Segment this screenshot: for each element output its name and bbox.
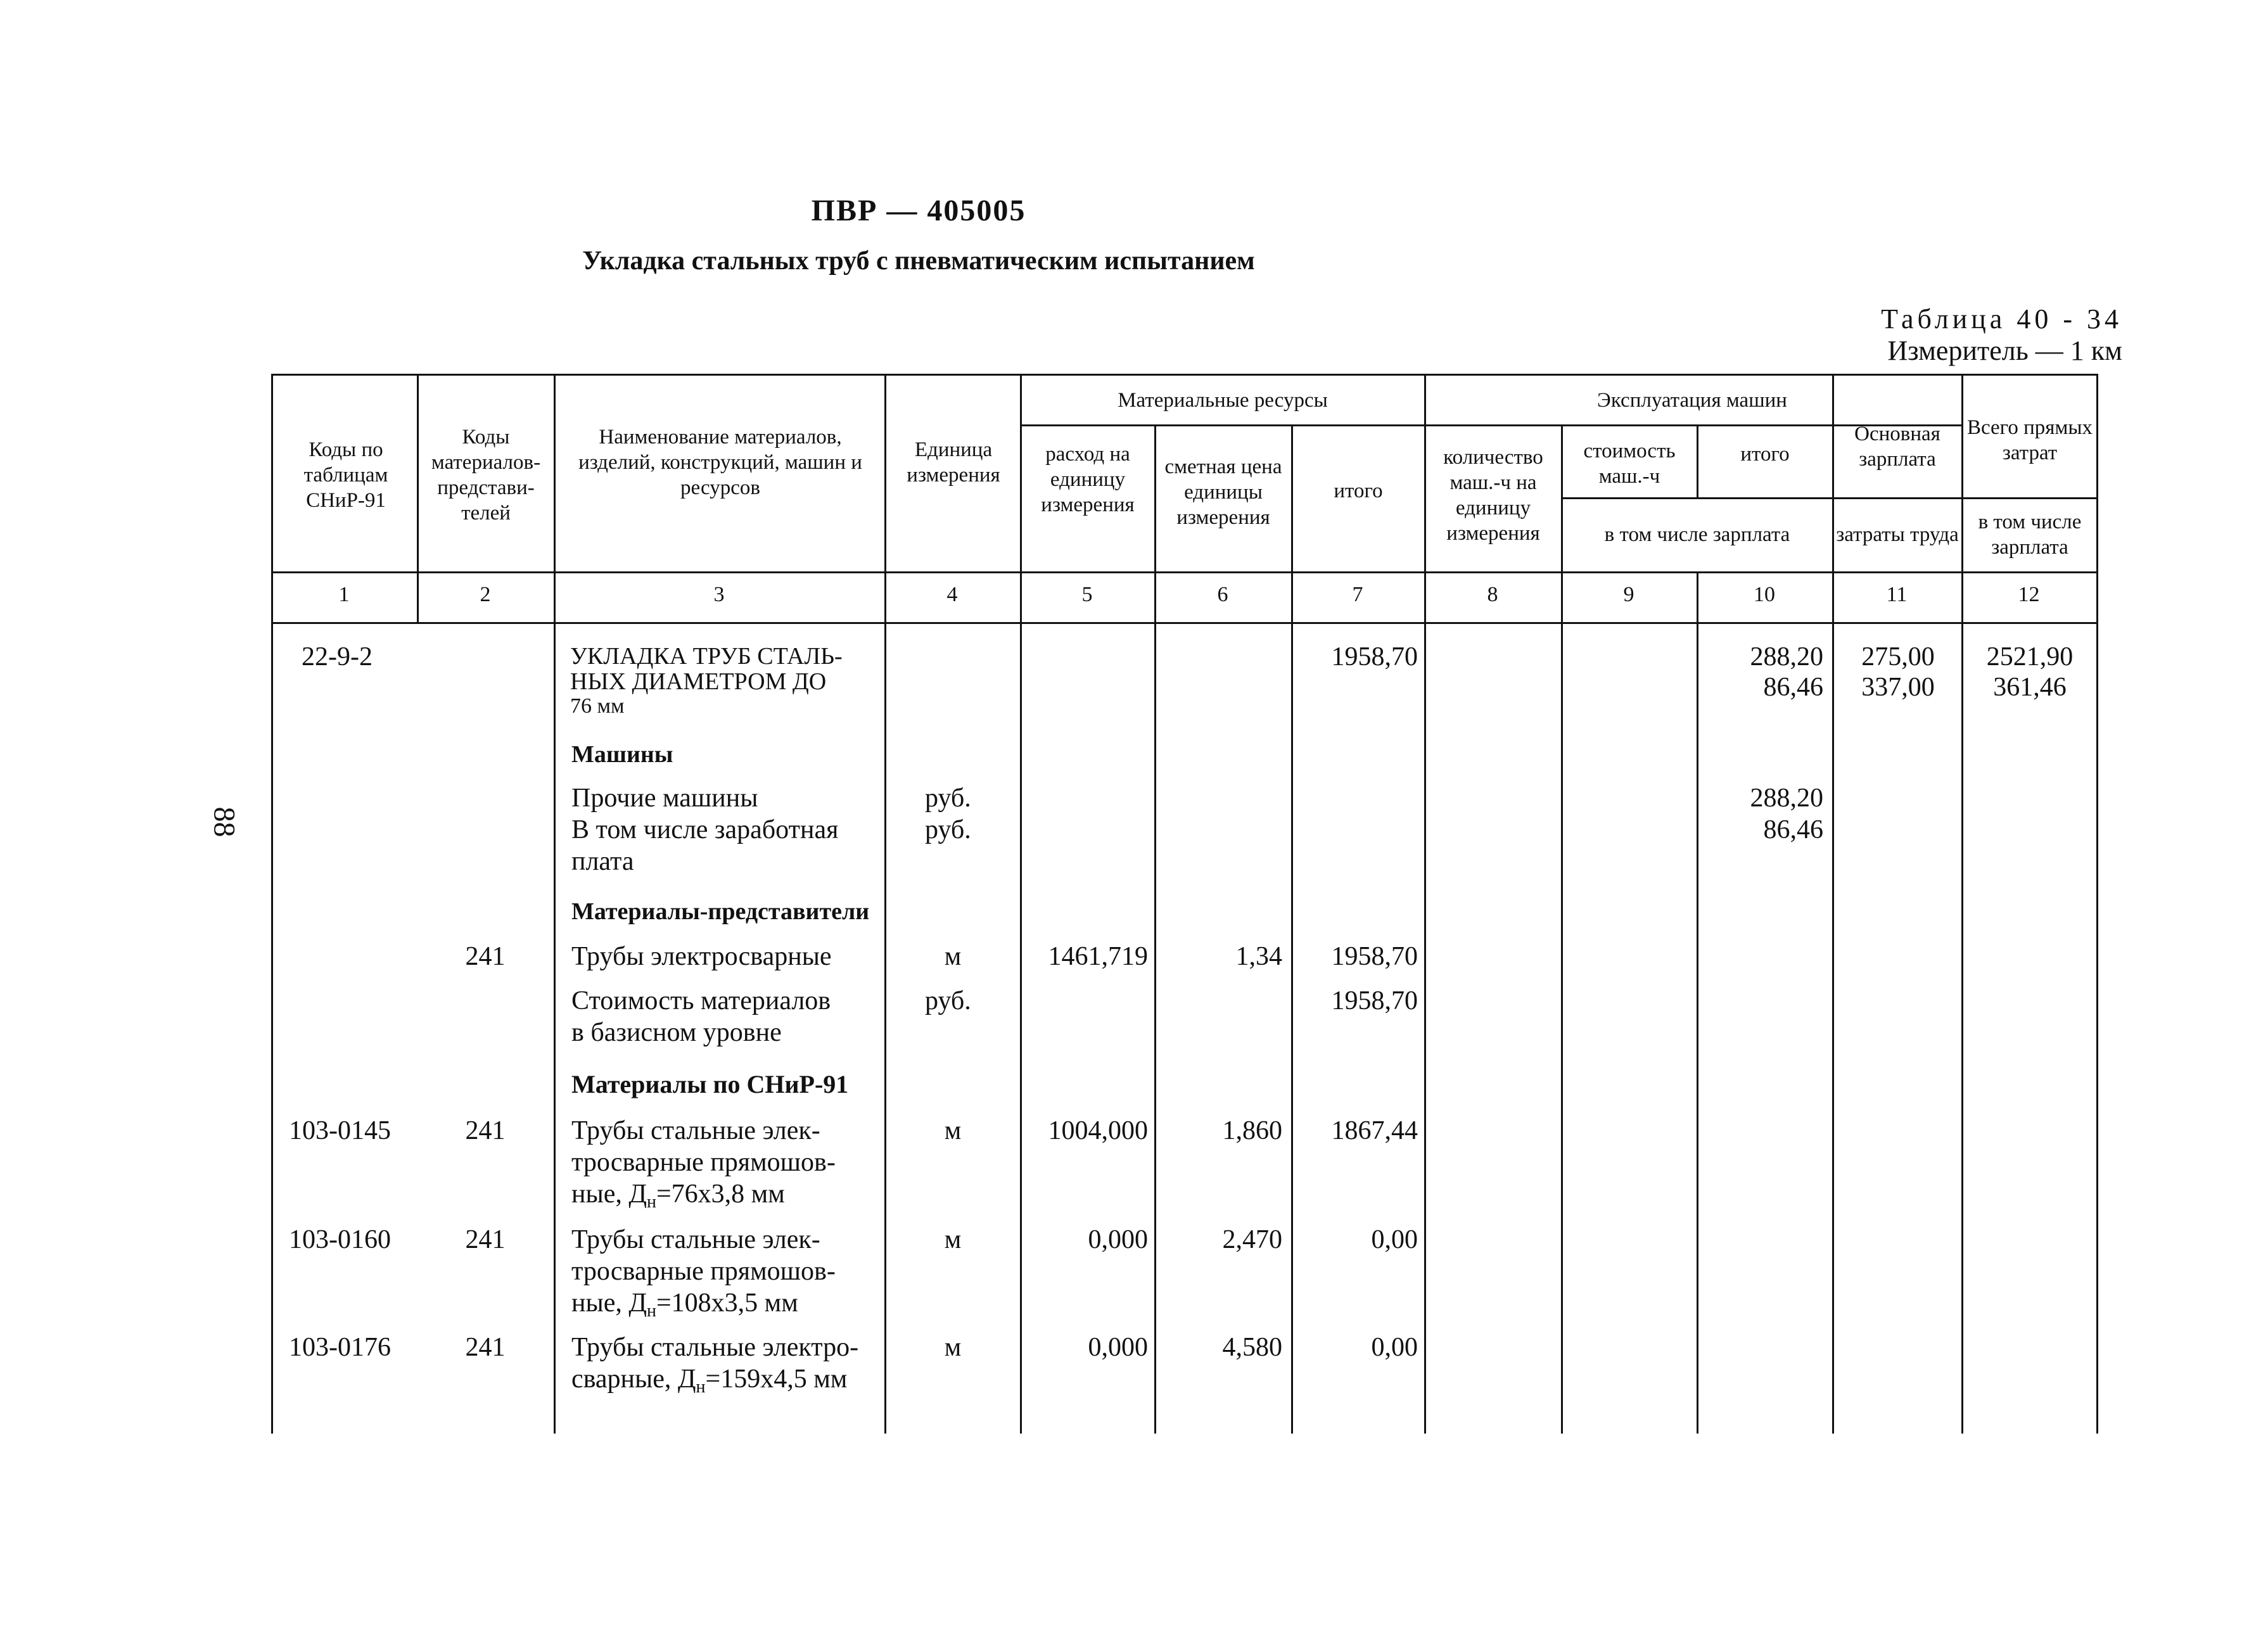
main-row-total-direct: 2521,90: [1986, 642, 2074, 671]
header-col-12-sub: в том числе зарплата: [1978, 511, 2082, 559]
col-divider-4: [1020, 374, 1022, 1434]
material-cost-unit: руб.: [925, 986, 971, 1015]
snip1-price: 1,860: [1222, 1116, 1282, 1145]
col-number-4: 4: [946, 583, 958, 606]
header-col-4: Единица измерения: [907, 438, 1000, 487]
main-row-name-line3: 76 мм: [570, 694, 625, 718]
col-divider-7: [1424, 374, 1426, 1434]
representatives-heading: Материалы-представители: [571, 898, 870, 925]
col-number-8: 8: [1487, 583, 1498, 606]
salary-incl-name-line2: плата: [571, 847, 634, 876]
machines-heading: Машины: [571, 741, 673, 768]
header-col-11: Основная зарплата: [1854, 423, 1940, 471]
header-col-7: итого: [1334, 480, 1383, 502]
snip1-rate: 1004,000: [1048, 1116, 1148, 1145]
sub-header-divider: [1561, 497, 2098, 499]
snip3-unit: м: [944, 1333, 962, 1362]
main-row-machine-total: 288,20: [1750, 642, 1823, 671]
salary-incl-unit: руб.: [925, 815, 971, 844]
snip2-price: 2,470: [1222, 1225, 1282, 1254]
main-row-machine-salary: 86,46: [1763, 673, 1823, 702]
table-left-border: [271, 374, 273, 1434]
header-col-11-sub: затраты труда: [1836, 523, 1959, 546]
header-col-9: стоимость маш.-ч: [1583, 440, 1676, 488]
snip3-price: 4,580: [1222, 1333, 1282, 1362]
header-col-6: сметная цена единицы измерения: [1164, 455, 1282, 529]
rep-pipes-code2: 241: [465, 942, 506, 971]
unit-meter: Измеритель — 1 км: [1887, 335, 2122, 366]
header-col-1: Коды по таблицам СНиР-91: [303, 438, 388, 512]
snip3-code2: 241: [465, 1333, 506, 1362]
col-number-1: 1: [338, 583, 350, 606]
salary-incl-name-line1: В том числе заработная: [571, 815, 839, 844]
salary-incl-total: 86,46: [1763, 815, 1823, 844]
group-header-divider: [1020, 424, 1961, 426]
header-group-machines: Эксплуатация машин: [1597, 389, 1787, 412]
other-machines-total: 288,20: [1750, 784, 1823, 813]
rep-pipes-unit: м: [944, 942, 962, 971]
header-col-8: количество маш.-ч на единицу измерения: [1443, 446, 1543, 545]
col-number-10: 10: [1754, 583, 1775, 606]
main-row-labor: 337,00: [1861, 673, 1935, 702]
col-number-12: 12: [2018, 583, 2040, 606]
main-row-base-salary: 275,00: [1861, 642, 1935, 671]
col-divider-9: [1697, 571, 1698, 1434]
other-machines-unit: руб.: [925, 784, 971, 813]
col-number-5: 5: [1081, 583, 1093, 606]
snip1-code2: 241: [465, 1116, 506, 1145]
snip2-unit: м: [944, 1225, 962, 1254]
main-row-name-line1: УКЛАДКА ТРУБ СТАЛЬ-: [570, 643, 843, 670]
col-divider-9-top: [1697, 424, 1698, 497]
snip1-total: 1867,44: [1331, 1116, 1418, 1145]
main-row-material-total: 1958,70: [1331, 642, 1418, 671]
col-number-6: 6: [1217, 583, 1228, 606]
col-number-3: 3: [713, 583, 725, 606]
snip1-code: 103-0145: [289, 1116, 391, 1145]
main-row-code: 22-9-2: [302, 642, 373, 671]
estimate-table: [271, 374, 2098, 1434]
col-divider-3: [884, 374, 886, 1434]
snip3-name-line2: сварные, $Д_н=159х4,5$ мм: [571, 1365, 848, 1397]
page-number: 88: [207, 806, 241, 837]
rep-pipes-name: Трубы электросварные: [571, 942, 832, 971]
snip1-name-line3: ные, $Д_н=76х3,8$ мм: [571, 1180, 785, 1212]
snip1-unit: м: [944, 1116, 962, 1145]
col-divider-2b: [554, 622, 556, 1434]
snip3-rate: 0,000: [1088, 1333, 1148, 1362]
col-number-2: 2: [480, 583, 491, 606]
header-col-12: Всего прямых затрат: [1966, 416, 2093, 464]
snip3-name-line1: Трубы стальные электро-: [571, 1333, 859, 1362]
col-number-9: 9: [1623, 583, 1634, 606]
header-col-2: Коды материалов-представи-телей: [431, 426, 541, 525]
col-divider-6: [1291, 424, 1293, 1434]
main-row-total-salary: 361,46: [1993, 673, 2067, 702]
header-col-10: итого: [1740, 443, 1790, 466]
snip2-code: 103-0160: [289, 1225, 391, 1254]
snip2-rate: 0,000: [1088, 1225, 1148, 1254]
document-subtitle: Укладка стальных труб с пневматическим испытанием: [582, 246, 1255, 276]
snip1-name-line2: тросварные прямошов-: [571, 1148, 836, 1177]
col-number-11: 11: [1886, 583, 1908, 606]
material-cost-total: 1958,70: [1331, 986, 1418, 1015]
col-divider-11: [1961, 374, 1963, 1434]
snip2-total: 0,00: [1371, 1225, 1418, 1254]
col-divider-5: [1154, 424, 1156, 1434]
snip1-name-line1: Трубы стальные элек-: [571, 1116, 820, 1145]
table-top-border: [271, 374, 2098, 376]
numbers-row-border: [271, 622, 2098, 624]
col-divider-10: [1832, 374, 1834, 1434]
snip-materials-heading: Материалы по СНиР-91: [571, 1070, 849, 1098]
col-divider-8: [1561, 424, 1563, 1434]
snip2-name-line1: Трубы стальные элек-: [571, 1225, 820, 1254]
snip2-name-line2: тросварные прямошов-: [571, 1257, 836, 1286]
header-col-3: Наименование материалов, изделий, конструкций, машин и ресурсов: [578, 426, 862, 499]
other-machines-name: Прочие машины: [571, 784, 758, 813]
header-col-5: расход на единицу измерения: [1041, 443, 1135, 516]
rep-pipes-price: 1,34: [1235, 942, 1282, 971]
material-cost-name-line2: в базисном уровне: [571, 1018, 782, 1047]
col-number-7: 7: [1352, 583, 1363, 606]
header-group-materials: Материальные ресурсы: [1118, 389, 1328, 412]
rep-pipes-rate: 1461,719: [1048, 942, 1148, 971]
snip3-total: 0,00: [1371, 1333, 1418, 1362]
table-number: Таблица 40 - 34: [1881, 303, 2122, 334]
main-row-name-line2: НЫХ ДИАМЕТРОМ ДО: [570, 668, 827, 695]
document-code: ПВР — 405005: [811, 194, 1026, 227]
snip3-code: 103-0176: [289, 1333, 391, 1362]
material-cost-name-line1: Стоимость материалов: [571, 986, 831, 1015]
table-right-border: [2096, 374, 2098, 1434]
snip2-name-line3: ные, $Д_н=108х3,5$ мм: [571, 1288, 798, 1321]
rep-pipes-total: 1958,70: [1331, 942, 1418, 971]
header-bottom-border: [271, 571, 2098, 573]
snip2-code2: 241: [465, 1225, 506, 1254]
header-col-9-10-sub: в том числе зарплата: [1604, 523, 1790, 546]
